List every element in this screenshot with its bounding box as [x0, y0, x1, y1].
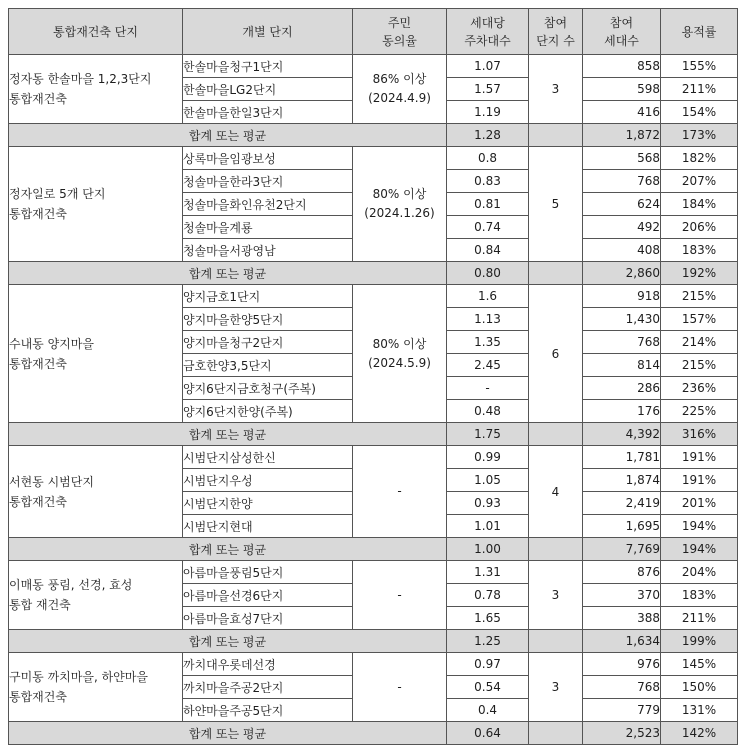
consent-date: (2024.4.9): [368, 91, 431, 105]
consent-date: (2024.1.26): [364, 206, 435, 220]
total-count-cell: [529, 262, 583, 285]
table-row: [9, 653, 738, 676]
total-parking: 1.25: [447, 630, 529, 653]
total-row: [9, 722, 738, 745]
group-name-cell: [9, 147, 183, 262]
total-parking: 1.75: [447, 423, 529, 446]
table-row: [9, 446, 738, 469]
complex-name: 한솔마을LG2단지: [183, 78, 353, 101]
parking-per-household: 1.31: [447, 561, 529, 584]
household-count: 1,874: [583, 469, 661, 492]
total-count-cell: [529, 423, 583, 446]
header-row: [9, 9, 738, 55]
complex-name: 한솔마을한일3단지: [183, 101, 353, 124]
complex-name: 아름마을풍림5단지: [183, 561, 353, 584]
total-count-cell: [529, 538, 583, 561]
parking-per-household: 1.6: [447, 285, 529, 308]
complex-name: 양지금호1단지: [183, 285, 353, 308]
parking-per-household: 1.13: [447, 308, 529, 331]
complex-name: 청솔마을서광영남: [183, 239, 353, 262]
household-count: 779: [583, 699, 661, 722]
group-name-line: 통합재건축: [9, 690, 67, 704]
total-households: 2,523: [583, 722, 661, 745]
floor-area-ratio: 191%: [661, 446, 738, 469]
complex-name: 양지마을한양5단지: [183, 308, 353, 331]
consent-rate-cell: [353, 561, 447, 630]
complex-name: 양지마을청구2단지: [183, 331, 353, 354]
header-count: [529, 9, 583, 55]
header-consent-line: 동의율: [382, 33, 417, 48]
total-label: 합계 또는 평균: [9, 262, 447, 285]
floor-area-ratio: 155%: [661, 55, 738, 78]
total-floor-area-ratio: 194%: [661, 538, 738, 561]
parking-per-household: 1.07: [447, 55, 529, 78]
header-group: 통합재건축 단지: [9, 9, 183, 55]
total-floor-area-ratio: 142%: [661, 722, 738, 745]
reconstruction-table: [8, 8, 738, 745]
complex-name: 청솔마을화인유천2단지: [183, 193, 353, 216]
group-name-cell: [9, 55, 183, 124]
group-name-line: 통합재건축: [9, 356, 67, 371]
floor-area-ratio: 201%: [661, 492, 738, 515]
group-name-cell: [9, 561, 183, 630]
parking-per-household: 0.8: [447, 147, 529, 170]
total-label: 합계 또는 평균: [9, 423, 447, 446]
consent-rate: -: [397, 679, 402, 694]
complex-name: 금호한양3,5단지: [183, 354, 353, 377]
complex-name: 까치마을주공2단지: [183, 676, 353, 699]
table-row: [9, 285, 738, 308]
group-name-line: 구미동 까치마을, 하얀마을: [9, 670, 148, 684]
complex-count: 3: [529, 653, 583, 722]
header-parking-line: 주차대수: [464, 33, 511, 48]
total-households: 1,634: [583, 630, 661, 653]
complex-name: 아름마을선경6단지: [183, 584, 353, 607]
total-row: [9, 423, 738, 446]
floor-area-ratio: 183%: [661, 584, 738, 607]
header-consent-line: 주민: [387, 15, 412, 30]
table-row: [9, 561, 738, 584]
header-complex: 개별 단지: [183, 9, 353, 55]
parking-per-household: 0.74: [447, 216, 529, 239]
complex-name: 한솔마을청구1단지: [183, 55, 353, 78]
floor-area-ratio: 207%: [661, 170, 738, 193]
household-count: 176: [583, 400, 661, 423]
group-name-line: 수내동 양지마을: [9, 336, 94, 351]
household-count: 624: [583, 193, 661, 216]
household-count: 918: [583, 285, 661, 308]
total-parking: 1.00: [447, 538, 529, 561]
complex-name: 시범단지한양: [183, 492, 353, 515]
group-name-cell: [9, 285, 183, 423]
total-floor-area-ratio: 192%: [661, 262, 738, 285]
household-count: 1,781: [583, 446, 661, 469]
table-row: [9, 147, 738, 170]
total-count-cell: [529, 722, 583, 745]
total-count-cell: [529, 124, 583, 147]
household-count: 768: [583, 170, 661, 193]
complex-count: 5: [529, 147, 583, 262]
parking-per-household: 0.54: [447, 676, 529, 699]
parking-per-household: 0.97: [447, 653, 529, 676]
header-count-line: 단지 수: [536, 33, 575, 48]
floor-area-ratio: 182%: [661, 147, 738, 170]
group-name-line: 이매동 풍림, 선경, 효성: [9, 578, 133, 592]
parking-per-household: 1.01: [447, 515, 529, 538]
total-floor-area-ratio: 316%: [661, 423, 738, 446]
floor-area-ratio: 154%: [661, 101, 738, 124]
group-name-line: 통합 재건축: [9, 598, 71, 612]
floor-area-ratio: 131%: [661, 699, 738, 722]
complex-name: 상록마을임광보성: [183, 147, 353, 170]
consent-rate: 86% 이상: [372, 72, 427, 86]
group-name-cell: [9, 446, 183, 538]
household-count: 976: [583, 653, 661, 676]
complex-count: 3: [529, 55, 583, 124]
group-name-cell: [9, 653, 183, 722]
complex-name: 양지6단지한양(주복): [183, 400, 353, 423]
total-label: 합계 또는 평균: [9, 630, 447, 653]
header-consent: [353, 9, 447, 55]
complex-count: 4: [529, 446, 583, 538]
total-households: 1,872: [583, 124, 661, 147]
consent-rate-cell: [353, 147, 447, 262]
total-row: [9, 538, 738, 561]
header-households-line: 참여: [609, 15, 634, 30]
parking-per-household: 1.57: [447, 78, 529, 101]
household-count: 370: [583, 584, 661, 607]
group-name-line: 통합재건축: [9, 207, 67, 221]
complex-name: 하얀마을주공5단지: [183, 699, 353, 722]
total-label: 합계 또는 평균: [9, 124, 447, 147]
floor-area-ratio: 184%: [661, 193, 738, 216]
total-count-cell: [529, 630, 583, 653]
parking-per-household: 0.48: [447, 400, 529, 423]
complex-count: 3: [529, 561, 583, 630]
household-count: 598: [583, 78, 661, 101]
complex-name: 까치대우롯데선경: [183, 653, 353, 676]
parking-per-household: 0.93: [447, 492, 529, 515]
complex-name: 청솔마을계룡: [183, 216, 353, 239]
total-row: [9, 630, 738, 653]
complex-name: 아름마을효성7단지: [183, 607, 353, 630]
parking-per-household: 0.4: [447, 699, 529, 722]
group-name-line: 통합재건축: [9, 494, 67, 509]
floor-area-ratio: 214%: [661, 331, 738, 354]
parking-per-household: 0.81: [447, 193, 529, 216]
parking-per-household: 1.05: [447, 469, 529, 492]
table-row: [9, 55, 738, 78]
header-far: 용적률: [661, 9, 738, 55]
floor-area-ratio: 204%: [661, 561, 738, 584]
household-count: 492: [583, 216, 661, 239]
total-parking: 0.64: [447, 722, 529, 745]
total-parking: 0.80: [447, 262, 529, 285]
header-parking: [447, 9, 529, 55]
household-count: 814: [583, 354, 661, 377]
floor-area-ratio: 211%: [661, 78, 738, 101]
parking-per-household: 0.99: [447, 446, 529, 469]
header-households-line: 세대수: [604, 33, 639, 48]
total-households: 2,860: [583, 262, 661, 285]
household-count: 768: [583, 676, 661, 699]
floor-area-ratio: 225%: [661, 400, 738, 423]
group-name-line: 서현동 시범단지: [9, 474, 94, 489]
consent-rate-cell: [353, 653, 447, 722]
household-count: 568: [583, 147, 661, 170]
floor-area-ratio: 157%: [661, 308, 738, 331]
parking-per-household: 0.83: [447, 170, 529, 193]
total-floor-area-ratio: 199%: [661, 630, 738, 653]
total-households: 4,392: [583, 423, 661, 446]
household-count: 876: [583, 561, 661, 584]
complex-name: 시범단지현대: [183, 515, 353, 538]
floor-area-ratio: 145%: [661, 653, 738, 676]
floor-area-ratio: 215%: [661, 354, 738, 377]
household-count: 858: [583, 55, 661, 78]
parking-per-household: 1.35: [447, 331, 529, 354]
total-floor-area-ratio: 173%: [661, 124, 738, 147]
floor-area-ratio: 215%: [661, 285, 738, 308]
total-row: [9, 124, 738, 147]
floor-area-ratio: 191%: [661, 469, 738, 492]
consent-rate: 80% 이상: [372, 187, 427, 201]
floor-area-ratio: 236%: [661, 377, 738, 400]
header-households: [583, 9, 661, 55]
group-name-line: 정자일로 5개 단지: [9, 187, 106, 201]
complex-count: 6: [529, 285, 583, 423]
floor-area-ratio: 206%: [661, 216, 738, 239]
parking-per-household: 1.65: [447, 607, 529, 630]
household-count: 1,430: [583, 308, 661, 331]
complex-name: 청솔마을한라3단지: [183, 170, 353, 193]
parking-per-household: 0.84: [447, 239, 529, 262]
household-count: 388: [583, 607, 661, 630]
parking-per-household: 2.45: [447, 354, 529, 377]
total-parking: 1.28: [447, 124, 529, 147]
parking-per-household: 1.19: [447, 101, 529, 124]
floor-area-ratio: 150%: [661, 676, 738, 699]
household-count: 2,419: [583, 492, 661, 515]
group-name-line: 통합재건축: [9, 92, 67, 106]
household-count: 768: [583, 331, 661, 354]
total-label: 합계 또는 평균: [9, 722, 447, 745]
floor-area-ratio: 183%: [661, 239, 738, 262]
total-households: 7,769: [583, 538, 661, 561]
total-row: [9, 262, 738, 285]
consent-rate: -: [397, 587, 402, 602]
consent-rate: -: [397, 484, 402, 498]
complex-name: 시범단지삼성한신: [183, 446, 353, 469]
household-count: 416: [583, 101, 661, 124]
total-label: 합계 또는 평균: [9, 538, 447, 561]
consent-rate-cell: [353, 285, 447, 423]
consent-rate-cell: [353, 55, 447, 124]
complex-name: 시범단지우성: [183, 469, 353, 492]
consent-date: (2024.5.9): [368, 355, 431, 370]
group-name-line: 정자동 한솔마을 1,2,3단지: [9, 72, 152, 86]
parking-per-household: 0.78: [447, 584, 529, 607]
household-count: 286: [583, 377, 661, 400]
complex-name: 양지6단지금호청구(주복): [183, 377, 353, 400]
header-count-line: 참여: [543, 15, 568, 30]
header-parking-line: 세대당: [470, 15, 505, 30]
consent-rate: 80% 이상: [372, 336, 427, 351]
household-count: 1,695: [583, 515, 661, 538]
household-count: 408: [583, 239, 661, 262]
parking-per-household: -: [447, 377, 529, 400]
floor-area-ratio: 211%: [661, 607, 738, 630]
consent-rate-cell: [353, 446, 447, 538]
floor-area-ratio: 194%: [661, 515, 738, 538]
